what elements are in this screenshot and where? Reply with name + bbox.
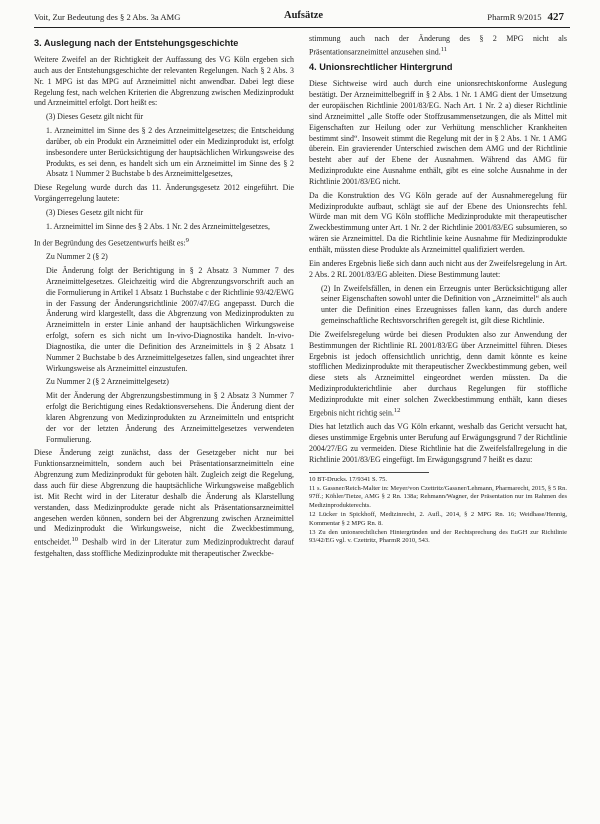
footnotes [309, 476, 567, 546]
footnote-ref: 11 [440, 45, 448, 53]
section-heading-3: 3. Auslegung nach der Entstehungsgeschichte [34, 38, 239, 48]
footnote: 12 Lücker in Spickhoff, Medizinrecht, 2. Aufl., 2014, § 2 MPG Rn. 16; Weidhase/Hennig, Kommentar § 2 MPG Rn. 8. [309, 511, 567, 527]
paragraph [309, 34, 567, 58]
right-column [309, 34, 567, 547]
footnote: 10 BT-Drucks. 17/9341 S. 75. [309, 475, 387, 483]
statute-quote: Mit der Änderung der Abgrenzungsbestimmung in § 2 Absatz 3 Nummer 7 erfolgt die Berichtigung eines Redaktionsversehens. Die Änderung dient der klaren Abgrenzung von Medizinprodukten zu Arzneimitteln und entspricht der vor der letzten Änderung des Arzneimittelgesetzes verwendeten Formulierung. [46, 391, 294, 444]
page-number: 427 [547, 11, 564, 23]
directive-quote: (2) In Zweifelsfällen, in denen ein Erzeugnis unter Berücksichtigung aller seiner Eigenschaften sowohl unter die Definition von „Arzneimittel“ als auch unter die Definition eines Erzeugnisses fallen kann, das durch andere gemeinschaftliche Rechtsvorschriften geregelt ist, gilt diese Richtlinie. [321, 283, 567, 326]
left-column [34, 34, 294, 563]
paragraph [34, 236, 294, 249]
paragraph [34, 448, 294, 559]
paragraph: Diese Sichtweise wird auch durch eine unionsrechtskonforme Auslegung bestätigt. Der Arzneimittelbegriff in § 2 Abs. 1 Nr. 1 AMG dient der Umsetzung der europäischen Richtlinie 2001/83/EG. Nach Art. 1 Nr. 2 a) dieser Richtlinie sind Arzneimittel „alle Stoffe oder Stoffzusammensetzungen, die als Mittel mit Eigenschaften zur Heilung oder zur Verhütung menschlicher Krankheiten bestimmt sind“. Insoweit stimmt die Regelung mit der in § 2 Abs. 1 Nr. 1 AMG überein. Ein gravierender Unterschied zwischen dem AMG und der Richtlinie besteht aber auf der Ebene der Ausnahmen. Während das AMG für Medizinprodukte eine Ausnahme enthält, gibt es eine solche Ausnahme in der Richtlinie 2001/83/EG nicht. [309, 79, 567, 186]
paragraph: Ein anderes Ergebnis ließe sich dann auch nicht aus der Zweifelsregelung in Art. 2 Abs. 2 RL 2001/83/EG ableiten. Diese Bestimmung lautet: [309, 258, 567, 279]
statute-quote: (3) Dieses Gesetz gilt nicht für [46, 207, 144, 217]
section-heading-4: 4. Unionsrechtlicher Hintergrund [309, 62, 453, 73]
statute-quote: 1. Arzneimittel im Sinne des § 2 Abs. 1 Nr. 2 des Arzneimittelgesetzes, [46, 221, 270, 231]
paragraph: Weitere Zweifel an der Richtigkeit der Auffassung des VG Köln ergeben sich auch aus der Entstehungsgeschichte der relevanten Regelungen. Nach § 2 Abs. 3 Nr. 1 MPG ist das MPG auf Arzneimittel nicht anwendbar. Dabei legt diese Regelung fest, nach welchen Kriterien die Abgrenzung zwischen Medizinprodukt und Arzneimittel erfolgt. Dort heißt es: [34, 55, 294, 108]
footnote: 11 s. Gassner/Reich-Malter in: Meyer/von Czettritz/Gassner/Lehmann, Pharmarecht, 2015, § 5 Rn. 97ff.; Köhler/Tietze, AMG § 2 Rn. 138a; Rehmann/Wagner, der Präsentation nur im Rahmen des Medizinprodukterechts. [309, 485, 567, 509]
paragraph-text: Diese Änderung zeigt zunächst, dass der Gesetzgeber nicht nur bei Funktionsarzneimitteln, sondern auch bei Präsentationsarzneimitteln eine Abgrenzung zum Medizinprodukt für geboten hält. Zugleich zeigt die Regelung, dass auch für diese Abgrenzung die hauptsächliche Wirkungsweise maßgeblich ist. Mit Recht wird in der Literatur deshalb die Änderung als Klarstellung verstanden, dass Medizinprodukte gerade nicht als Präsentationsarzneimittel angesehen werden können, sondern bei der Abgrenzung zwischen Arzneimittel und Medizinprodukt die Wirkungsweise, nicht die Zweckbestimmung, entscheidet. [34, 448, 294, 547]
footnote: 13 Zu den unionsrechtlichen Hintergründen und der Rechtsprechung des EuGH zur Richtlinie 93/42/EG vgl. v. Czettritz, PharmR 2010, 543. [309, 529, 567, 545]
running-header-title: Voit, Zur Bedeutung des § 2 Abs. 3a AMG [34, 12, 181, 22]
quote-heading: Zu Nummer 2 (§ 2 Arzneimittelgesetz) [46, 377, 169, 387]
paragraph-text: In der Begründung des Gesetzentwurfs heißt es: [34, 238, 186, 248]
footnote-ref: 9 [185, 236, 189, 244]
section-label: Aufsätze [284, 10, 324, 21]
paragraph: Da die Konstruktion des VG Köln gerade auf der Ausnahmeregelung für Medizinprodukte aufbaut, schlägt sie auf der Ebene des Unionsrechts fehl. Würde man mit dem VG Köln stoffliche Medizinprodukte mit therapeutischer Zweckbestimmung unter Art. 1 Nr. 2 der Richtlinie 2001/83/EG subsumieren, so wären sie Arzneimittel. Da die Richtlinie keine Ausnahme für Medizinprodukte enthält, müssten diese Produkte als Arzneimittel qualifiziert werden. [309, 190, 567, 254]
statute-quote: (3) Dieses Gesetz gilt nicht für [46, 112, 144, 122]
paragraph [309, 330, 567, 419]
footnote-ref: 10 [71, 536, 79, 544]
paragraph: Diese Regelung wurde durch das 11. Änderungsgesetz 2012 eingeführt. Die Vorgängerregelung lautete: [34, 183, 294, 204]
footnote-rule [309, 472, 429, 473]
paragraph: Dies hat letztlich auch das VG Köln erkannt, weshalb das Gericht versucht hat, dieses unstimmige Ergebnis unter Berufung auf Erwägungsgrund 7 der Richtlinie 2004/27/EG zu vermeiden. Diese Richtlinie hat die Zweifelsfallregelung in die Richtlinie 2001/83/EG eingefügt. Im Erwägungsgrund 7 heißt es dazu: [309, 422, 567, 464]
statute-quote: Die Änderung folgt der Berichtigung in § 2 Absatz 3 Nummer 7 des Arzneimittelgesetzes. Gleichzeitig wird die Abgrenzungsvorschrift auch an die Formulierung in Artikel 1 Absatz 1 Buchstabe c der Richtlinie 93/42/EWG in der Fassung der Änderungsrichtlinie 2007/47/EG angepasst. Durch die Änderung wird klargestellt, dass die Abgrenzung von Medizinprodukten zu Arzneimitteln in erster Linie anhand der hauptsächlichen Wirkungsweise erfolgt, sofern es sich nicht um In-vivo-Diagnostika handelt. In-vivo-Diagnostika, die unter die Definition des Arzneimittels in § 2 Absatz 1 Nummer 2 Buchstabe b des Arzneimittelgesetzes fallen, sind ungeachtet ihrer Wirkungsweise als Arzneimittel einzustufen. [46, 265, 294, 373]
footnote-ref: 12 [393, 406, 401, 414]
paragraph-text: stimmung auch nach der Änderung des § 2 MPG nicht als Präsentationsarzneimittel anzusehen sind. [309, 34, 567, 57]
statute-quote: 1. Arzneimittel im Sinne des § 2 des Arzneimittelgesetzes; die Entscheidung darüber, ob ein Produkt ein Arzneimittel oder ein Medizinprodukt ist, erfolgt insbesondere unter Berücksichtigung der hauptsächlichen Wirkungsweise des Produkts, es sei denn, es handelt sich um ein Arzneimittel im Sinne des § 2 Absatz 1 Nummer 2 Buchstabe b des Arzneimittelgesetzes, [46, 126, 294, 179]
paragraph-text: Deshalb wird in der Literatur zum Medizinproduktrecht darauf festgehalten, dass stoffliche Medizinprodukte mit therapeutischer Zweckbe- [34, 537, 294, 558]
header-rule [34, 27, 570, 28]
quote-heading: Zu Nummer 2 (§ 2) [46, 252, 108, 262]
paragraph-text: Die Zweifelsregelung würde bei diesen Produkten also zur Anwendung der Bestimmungen der Richtlinie RL 2001/83/EG über Arzneimittel führen. Dieses Ergebnis ist jedoch offensichtlich unrichtig, denn damit könnte es keine stofflichen Medizinprodukte mit therapeutischer Zweckbestimmung geben, weil diese stets als Arzneimittel eingeordnet werden müssten. Da die Medizinprodukterichtlinie aber durchaus Regelungen für stoffliche Medizinprodukte mit einer solchen Zweckbestimmung enthält, kann dieses Ergebnis nicht richtig sein. [309, 329, 567, 418]
running-header-journal [487, 11, 564, 23]
journal-issue: PharmR 9/2015 [487, 12, 542, 22]
